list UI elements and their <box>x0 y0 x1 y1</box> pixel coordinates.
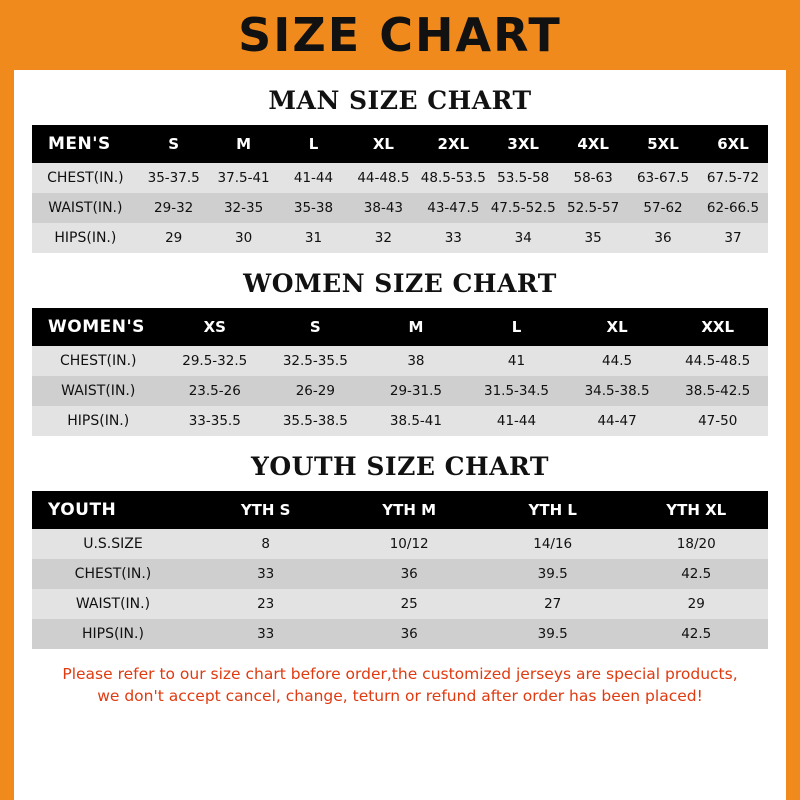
table-row <box>32 193 768 223</box>
table-cell: 31.5-34.5 <box>466 376 567 406</box>
content <box>14 86 786 708</box>
youth-header-cell: YOUTH <box>32 491 194 529</box>
table-cell: 29-31.5 <box>366 376 467 406</box>
table-header-row <box>32 491 768 529</box>
table-cell: 29 <box>624 589 768 619</box>
table-cell: 29 <box>139 223 209 253</box>
table-cell: 63-67.5 <box>628 163 698 193</box>
table-cell: 42.5 <box>624 559 768 589</box>
table-cell: 38-43 <box>348 193 418 223</box>
table-cell: 43-47.5 <box>418 193 488 223</box>
table-cell: 38.5-41 <box>366 406 467 436</box>
row-label: CHEST(IN.) <box>32 346 164 376</box>
table-cell: 32-35 <box>209 193 279 223</box>
youth-size-table <box>32 491 768 649</box>
row-label: HIPS(IN.) <box>32 406 164 436</box>
women-header-cell: M <box>366 308 467 346</box>
table-cell: 35.5-38.5 <box>265 406 366 436</box>
table-cell: 30 <box>209 223 279 253</box>
table-cell: 44.5 <box>567 346 668 376</box>
table-cell: 44.5-48.5 <box>667 346 768 376</box>
table-cell: 39.5 <box>481 559 625 589</box>
men-header-cell: XL <box>348 125 418 163</box>
table-cell: 47-50 <box>667 406 768 436</box>
youth-section-title: YOUTH SIZE CHART <box>251 452 549 481</box>
men-header-cell: 5XL <box>628 125 698 163</box>
table-cell: 41-44 <box>466 406 567 436</box>
table-row <box>32 559 768 589</box>
table-cell: 38.5-42.5 <box>667 376 768 406</box>
women-header-cell: WOMEN'S <box>32 308 164 346</box>
table-cell: 32.5-35.5 <box>265 346 366 376</box>
men-header-cell: L <box>279 125 349 163</box>
women-section-title: WOMEN SIZE CHART <box>243 269 557 298</box>
row-label: WAIST(IN.) <box>32 193 139 223</box>
row-label: CHEST(IN.) <box>32 559 194 589</box>
table-cell: 38 <box>366 346 467 376</box>
women-header-cell: XXL <box>667 308 768 346</box>
table-cell: 41 <box>466 346 567 376</box>
table-cell: 42.5 <box>624 619 768 649</box>
youth-header-cell: YTH S <box>194 491 338 529</box>
row-label: HIPS(IN.) <box>32 619 194 649</box>
table-cell: 35-38 <box>279 193 349 223</box>
table-row <box>32 376 768 406</box>
women-header-cell: XS <box>164 308 265 346</box>
table-cell: 23 <box>194 589 338 619</box>
banner-title: SIZE CHART <box>238 8 562 62</box>
table-cell: 27 <box>481 589 625 619</box>
men-header-cell: S <box>139 125 209 163</box>
footer-note-line-2: we don't accept cancel, change, teturn or refund after order has been placed! <box>97 687 703 706</box>
row-label: WAIST(IN.) <box>32 376 164 406</box>
table-cell: 32 <box>348 223 418 253</box>
row-label: WAIST(IN.) <box>32 589 194 619</box>
men-header-cell: 4XL <box>558 125 628 163</box>
youth-header-cell: YTH XL <box>624 491 768 529</box>
men-header-cell: 3XL <box>488 125 558 163</box>
table-header-row <box>32 308 768 346</box>
table-row <box>32 619 768 649</box>
table-cell: 33-35.5 <box>164 406 265 436</box>
women-header-cell: XL <box>567 308 668 346</box>
row-label: HIPS(IN.) <box>32 223 139 253</box>
banner <box>14 0 786 70</box>
row-label: U.S.SIZE <box>32 529 194 559</box>
table-cell: 35-37.5 <box>139 163 209 193</box>
table-cell: 33 <box>194 619 338 649</box>
table-row <box>32 529 768 559</box>
table-cell: 36 <box>337 619 481 649</box>
table-cell: 33 <box>418 223 488 253</box>
table-cell: 57-62 <box>628 193 698 223</box>
table-cell: 62-66.5 <box>698 193 768 223</box>
youth-header-cell: YTH M <box>337 491 481 529</box>
table-cell: 29-32 <box>139 193 209 223</box>
table-cell: 26-29 <box>265 376 366 406</box>
table-cell: 31 <box>279 223 349 253</box>
table-cell: 44-47 <box>567 406 668 436</box>
table-cell: 47.5-52.5 <box>488 193 558 223</box>
table-cell: 14/16 <box>481 529 625 559</box>
table-cell: 48.5-53.5 <box>418 163 488 193</box>
youth-header-cell: YTH L <box>481 491 625 529</box>
table-cell: 44-48.5 <box>348 163 418 193</box>
men-section-title: MAN SIZE CHART <box>268 86 532 115</box>
table-header-row <box>32 125 768 163</box>
table-cell: 39.5 <box>481 619 625 649</box>
women-header-cell: S <box>265 308 366 346</box>
men-size-table <box>32 125 768 253</box>
table-cell: 53.5-58 <box>488 163 558 193</box>
table-cell: 52.5-57 <box>558 193 628 223</box>
table-cell: 67.5-72 <box>698 163 768 193</box>
table-row <box>32 406 768 436</box>
table-cell: 8 <box>194 529 338 559</box>
table-row <box>32 223 768 253</box>
row-label: CHEST(IN.) <box>32 163 139 193</box>
men-header-cell: MEN'S <box>32 125 139 163</box>
table-cell: 37 <box>698 223 768 253</box>
table-cell: 18/20 <box>624 529 768 559</box>
men-header-cell: 2XL <box>418 125 488 163</box>
table-cell: 29.5-32.5 <box>164 346 265 376</box>
table-cell: 23.5-26 <box>164 376 265 406</box>
table-cell: 35 <box>558 223 628 253</box>
table-cell: 33 <box>194 559 338 589</box>
table-cell: 10/12 <box>337 529 481 559</box>
table-cell: 36 <box>628 223 698 253</box>
table-cell: 41-44 <box>279 163 349 193</box>
table-cell: 34.5-38.5 <box>567 376 668 406</box>
footer-note <box>32 663 768 708</box>
men-header-cell: 6XL <box>698 125 768 163</box>
footer-note-line-1: Please refer to our size chart before order,the customized jerseys are special products, <box>62 665 738 683</box>
table-cell: 34 <box>488 223 558 253</box>
men-header-cell: M <box>209 125 279 163</box>
table-row <box>32 589 768 619</box>
table-row <box>32 346 768 376</box>
table-cell: 37.5-41 <box>209 163 279 193</box>
table-row <box>32 163 768 193</box>
women-header-cell: L <box>466 308 567 346</box>
women-size-table <box>32 308 768 436</box>
table-cell: 36 <box>337 559 481 589</box>
table-cell: 58-63 <box>558 163 628 193</box>
table-cell: 25 <box>337 589 481 619</box>
